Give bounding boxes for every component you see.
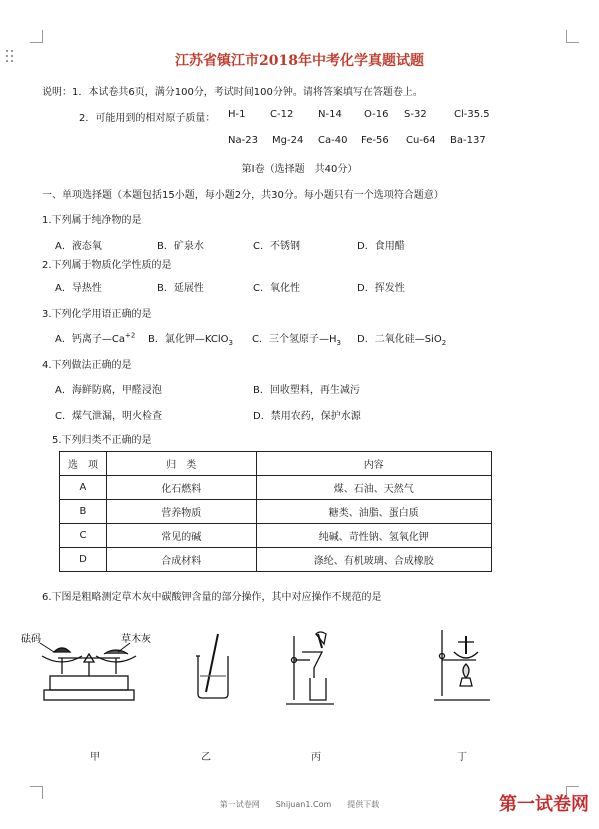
table-header: 选 项 [60, 452, 107, 476]
q3-option-c[interactable] [252, 330, 341, 347]
table-cell: 纯碱、苛性钠、氢氧化钾 [256, 524, 491, 548]
q3-option-d[interactable] [357, 330, 446, 347]
evaporation-figure [430, 626, 500, 706]
atomic-mass: Mg-24 [272, 135, 304, 146]
atomic-mass: S-32 [404, 109, 427, 120]
question-3-stem: 3.下列化学用语正确的是 [42, 309, 152, 320]
section-heading: 一、单项选择题（本题包括15小题，每小题2分，共30分。每小题只有一个选项符合题意） [42, 190, 444, 201]
classification-table [59, 451, 492, 572]
subscript: 2 [441, 339, 447, 347]
corner-mark-top-left [30, 30, 43, 43]
q1-option-b[interactable]: B．矿泉水 [157, 241, 204, 252]
atomic-mass: C-12 [270, 109, 294, 120]
q4-option-b[interactable]: B．回收塑料，再生减污 [253, 385, 360, 396]
table-cell: C [60, 524, 107, 548]
page-title: 江苏省镇江市2018年中考化学真题试题 [175, 53, 424, 69]
corner-mark-bottom-left [30, 786, 43, 799]
q3-option-a[interactable] [55, 330, 135, 345]
page-footer: 第一试卷网 Shijuan1.Com 提供下载 [219, 800, 380, 809]
figure-label-ding: 丁 [457, 752, 467, 763]
table-header: 内容 [256, 452, 491, 476]
table-header-row [60, 452, 492, 476]
q4-option-c[interactable]: C．煤气泄漏，明火检查 [55, 411, 162, 422]
volume-heading: 第Ⅰ卷（选择题 共40分） [241, 164, 358, 175]
atomic-mass: O-16 [364, 109, 389, 120]
atomic-mass: Ca-40 [318, 135, 348, 146]
q2-option-b[interactable]: B．延展性 [157, 283, 204, 294]
q3-option-b[interactable] [148, 330, 233, 347]
filtration-figure [280, 630, 340, 708]
figure-label-jia: 甲 [90, 752, 100, 763]
balance-figure [18, 624, 158, 706]
atomic-mass: Cl-35.5 [454, 109, 490, 120]
table-header: 归 类 [106, 452, 256, 476]
note-line-1: 说明：1．本试卷共6页，满分100分，考试时间100分钟。请将答案填写在答题卷上。 [42, 87, 423, 98]
atomic-mass: Cu-64 [406, 135, 436, 146]
question-5-stem: 5.下列归类不正确的是 [52, 435, 152, 446]
q3-option-c-text: C．三个氢原子—H [252, 334, 337, 345]
table-cell: 合成材料 [106, 548, 256, 572]
q3-option-a-text: A．钙离子—Ca [55, 334, 125, 345]
question-2-stem: 2.下列属于物质化学性质的是 [42, 260, 172, 271]
question-4-stem: 4.下列做法正确的是 [42, 360, 132, 371]
table-cell: 常见的碱 [106, 524, 256, 548]
corner-mark-top-right [566, 30, 579, 43]
table-cell: D [60, 548, 107, 572]
table-cell: 涤纶、有机玻璃、合成橡胶 [256, 548, 491, 572]
table-cell: 营养物质 [106, 500, 256, 524]
table-cell: B [60, 500, 107, 524]
weight-label: 砝码 [21, 634, 41, 645]
question-6-stem: 6.下图是粗略测定草木灰中碳酸钾含量的部分操作，其中对应操作不规范的是 [42, 592, 382, 603]
q1-option-a[interactable]: A．液态氧 [55, 241, 102, 252]
q2-option-c[interactable]: C．氧化性 [253, 283, 300, 294]
q2-option-d[interactable]: D．挥发性 [357, 283, 405, 294]
table-row[interactable] [60, 476, 492, 500]
atomic-mass: Fe-56 [361, 135, 389, 146]
table-cell: 化石燃料 [106, 476, 256, 500]
table-cell: 煤、石油、天然气 [256, 476, 491, 500]
q1-option-d[interactable]: D．食用醋 [357, 241, 405, 252]
table-row[interactable] [60, 500, 492, 524]
ash-label: 草木灰 [121, 634, 151, 645]
q4-option-d[interactable]: D．禁用农药，保护水源 [253, 411, 361, 422]
atomic-mass: Ba-137 [450, 135, 486, 146]
watermark: 第一试卷网 [499, 794, 589, 815]
table-cell: 糖类、油脂、蛋白质 [256, 500, 491, 524]
atomic-mass: H-1 [228, 109, 246, 120]
q3-option-b-text: B．氯化钾—KClO [148, 334, 229, 345]
table-row[interactable] [60, 548, 492, 572]
q2-option-a[interactable]: A．导热性 [55, 283, 102, 294]
atomic-mass: Na-23 [228, 135, 258, 146]
subscript: 3 [228, 339, 233, 347]
question-1-stem: 1.下列属于纯净物的是 [42, 215, 142, 226]
figure-label-bing: 丙 [311, 752, 321, 763]
note-line-2: 2．可能用到的相对原子质量： [79, 113, 216, 124]
q3-option-d-text: D．二氧化硅—SiO [357, 334, 442, 345]
dissolving-figure [190, 632, 240, 702]
atomic-mass: N-14 [318, 109, 342, 120]
table-row[interactable] [60, 524, 492, 548]
table-cell: A [60, 476, 107, 500]
figure-label-yi: 乙 [201, 752, 211, 763]
subscript: 3 [336, 339, 341, 347]
q4-option-a[interactable]: A．海鲜防腐，甲醛浸泡 [55, 385, 162, 396]
q1-option-c[interactable]: C．不锈钢 [253, 241, 300, 252]
charge-superscript: +2 [124, 331, 136, 340]
